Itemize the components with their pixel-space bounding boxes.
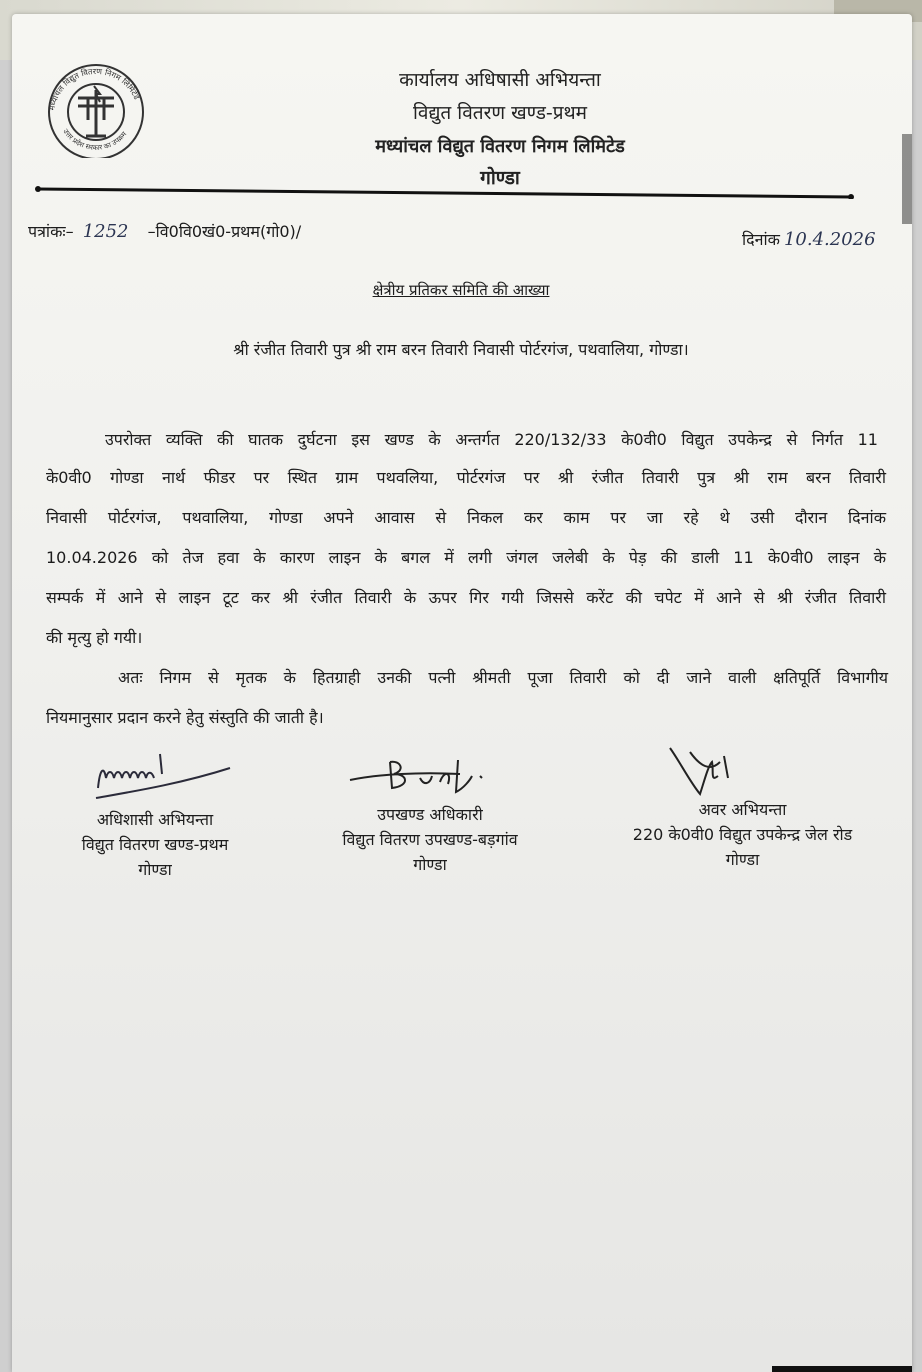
signatory-office: विद्युत वितरण उपखण्ड-बड़गांव bbox=[342, 830, 518, 849]
signatory-junior-engineer bbox=[600, 795, 885, 873]
signatory-office: 220 के0वी0 विद्युत उपकेन्द्र जेल रोड bbox=[632, 825, 853, 844]
signatory-title: उपखण्ड अधिकारी bbox=[377, 805, 483, 824]
body-line: की मृत्यु हो गयी। bbox=[46, 628, 143, 647]
company-logo bbox=[30, 60, 160, 158]
page-edge-shadow-bottom bbox=[772, 1366, 912, 1372]
ref-code: –वि0वि0खं0-प्रथम(गो0)/ bbox=[147, 222, 302, 241]
city-name: गोण्डा bbox=[480, 167, 520, 189]
person-line: श्री रंजीत तिवारी पुत्र श्री राम बरन तिवारी निवासी पोर्टरगंज, पथवालिया, गोण्डा। bbox=[233, 340, 689, 359]
signatory-city: गोण्डा bbox=[138, 860, 172, 879]
letter-sheet bbox=[12, 14, 912, 1372]
body-line: उपरोक्त व्यक्ति की घातक दुर्घटना इस खण्ड के अन्तर्गत 220/132/33 के0वी0 विद्युत उपकेन्द्र से निर्गत 11 bbox=[105, 430, 878, 449]
signatory-sdo bbox=[305, 800, 555, 878]
signatory-title: अधिशासी अभियन्ता bbox=[96, 810, 214, 829]
logo-arc-text-top: मध्यांचल विद्युत वितरण निगम लिमिटेड bbox=[47, 66, 142, 112]
ref-number-handwritten: 1252 bbox=[82, 221, 129, 242]
body-line: सम्पर्क में आने से लाइन टूट कर श्री रंजीत तिवारी के ऊपर गिर गयी जिससे करेंट की चपेट में आने से श्री रंजीत तिवारी bbox=[46, 588, 886, 607]
header-divider bbox=[35, 185, 855, 199]
signatory-office: विद्युत वितरण खण्ड-प्रथम bbox=[81, 835, 229, 854]
body-line: के0वी0 गोण्डा नार्थ फीडर पर स्थित ग्राम पथवलिया, पोर्टरगंज पर श्री रंजीत तिवारी पुत्र श्री राम बरन तिवारी bbox=[46, 468, 886, 487]
subject-heading: क्षेत्रीय प्रतिकर समिति की आख्या bbox=[372, 281, 550, 299]
body-line: 10.04.2026 को तेज हवा के कारण लाइन के बगल में लगी जंगल जलेबी के पेड़ की डाली 11 के0वी0 लाइन के bbox=[46, 548, 886, 567]
signatory-city: गोण्डा bbox=[413, 855, 447, 874]
page-edge-shadow bbox=[902, 134, 912, 224]
office-title: कार्यालय अधिषासी अभियन्ता bbox=[399, 69, 601, 91]
tower-icon bbox=[78, 90, 114, 136]
signature-scribble-3 bbox=[660, 742, 750, 802]
division-title: विद्युत वितरण खण्ड-प्रथम bbox=[412, 102, 588, 124]
logo-arc-text-bottom: उत्तर प्रदेश सरकार का उपक्रम bbox=[61, 127, 129, 152]
body-line: निवासी पोर्टरगंज, पथवालिया, गोण्डा अपने आवास से निकल कर काम पर जा रहे थे उसी दौरान दिनांक bbox=[46, 508, 886, 527]
date-handwritten: 10.4.2026 bbox=[783, 229, 876, 250]
company-name: मध्यांचल विद्युत वितरण निगम लिमिटेड bbox=[375, 136, 625, 157]
reference-line bbox=[28, 220, 301, 242]
signatory-title: अवर अभियन्ता bbox=[698, 800, 787, 819]
signatory-executive-engineer bbox=[40, 805, 270, 883]
body-line: नियमानुसार प्रदान करने हेतु संस्तुति की जाती है। bbox=[46, 708, 324, 727]
signatory-city: गोण्डा bbox=[725, 850, 760, 869]
signature-scribble-1 bbox=[90, 748, 240, 808]
body-line: अतः निगम से मृतक के हितग्राही उनकी पत्नी श्रीमती पूजा तिवारी को दी जाने वाली क्षतिपूर्ति विभागीय bbox=[118, 668, 888, 687]
ref-label: पत्रांकः– bbox=[28, 222, 74, 241]
date-label: दिनांक bbox=[742, 230, 780, 249]
date-line bbox=[742, 228, 876, 250]
